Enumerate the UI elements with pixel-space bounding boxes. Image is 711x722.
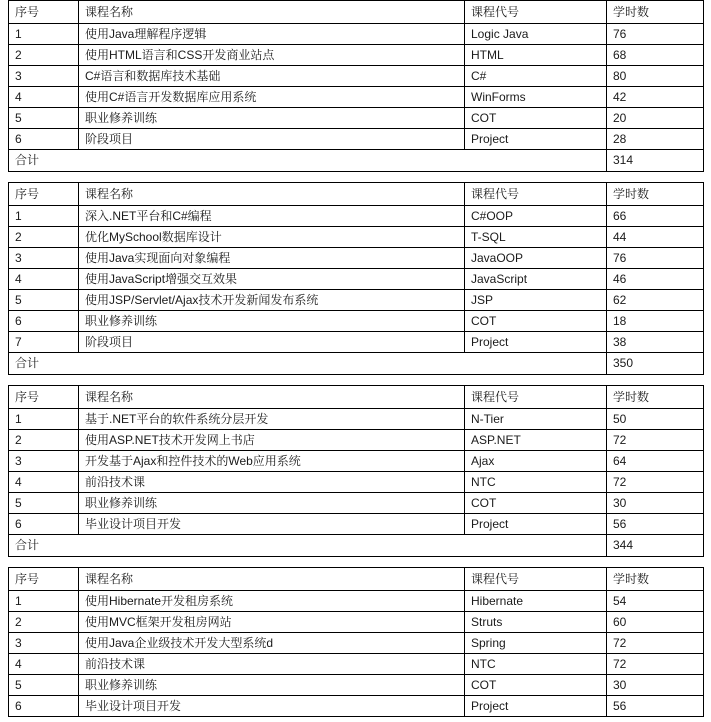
- cell-course-name: 优化MySchool数据库设计: [79, 227, 465, 248]
- cell-no: 2: [9, 45, 79, 66]
- cell-course-code: Struts: [465, 612, 607, 633]
- table-row: [9, 290, 704, 311]
- cell-course-name: 开发基于Ajax和控件技术的Web应用系统: [79, 451, 465, 472]
- cell-course-code: Project: [465, 129, 607, 150]
- cell-hours: 18: [607, 311, 704, 332]
- table-row: [9, 430, 704, 451]
- cell-no: 4: [9, 269, 79, 290]
- cell-no: 4: [9, 472, 79, 493]
- cell-course-code: COT: [465, 311, 607, 332]
- cell-hours: 60: [607, 612, 704, 633]
- cell-no: 7: [9, 332, 79, 353]
- table-total-row: [9, 535, 704, 557]
- cell-course-name: 使用Java实现面向对象编程: [79, 248, 465, 269]
- cell-course-name: 使用Hibernate开发租房系统: [79, 591, 465, 612]
- column-header-hours: 学时数: [607, 1, 704, 24]
- table-row: [9, 675, 704, 696]
- cell-course-name: 使用JavaScript增强交互效果: [79, 269, 465, 290]
- column-header-name: 课程名称: [79, 183, 465, 206]
- cell-no: 3: [9, 451, 79, 472]
- cell-no: 5: [9, 675, 79, 696]
- cell-hours: 72: [607, 430, 704, 451]
- cell-no: 3: [9, 248, 79, 269]
- table-row: [9, 654, 704, 675]
- cell-no: 4: [9, 87, 79, 108]
- total-label: 合计: [9, 150, 607, 172]
- table-row: [9, 66, 704, 87]
- cell-no: 2: [9, 430, 79, 451]
- table-header-row: [9, 1, 704, 24]
- cell-course-code: Project: [465, 514, 607, 535]
- cell-course-name: 职业修养训练: [79, 675, 465, 696]
- cell-course-name: 前沿技术课: [79, 472, 465, 493]
- table-row: [9, 248, 704, 269]
- table-row: [9, 227, 704, 248]
- cell-course-code: N-Tier: [465, 409, 607, 430]
- column-header-hours: 学时数: [607, 183, 704, 206]
- cell-course-code: Project: [465, 696, 607, 717]
- cell-course-code: COT: [465, 108, 607, 129]
- cell-course-name: 使用C#语言开发数据库应用系统: [79, 87, 465, 108]
- cell-no: 1: [9, 591, 79, 612]
- cell-course-name: 阶段项目: [79, 332, 465, 353]
- cell-course-code: ASP.NET: [465, 430, 607, 451]
- cell-course-code: C#OOP: [465, 206, 607, 227]
- cell-course-name: 毕业设计项目开发: [79, 514, 465, 535]
- table-row: [9, 612, 704, 633]
- cell-hours: 30: [607, 493, 704, 514]
- cell-no: 1: [9, 409, 79, 430]
- table-total-row: [9, 150, 704, 172]
- table-row: [9, 591, 704, 612]
- cell-course-name: 使用JSP/Servlet/Ajax技术开发新闻发布系统: [79, 290, 465, 311]
- course-table-semester-3: [8, 385, 704, 557]
- total-hours-value: 314: [607, 150, 704, 172]
- cell-course-code: COT: [465, 493, 607, 514]
- cell-course-name: 使用HTML语言和CSS开发商业站点: [79, 45, 465, 66]
- course-table-semester-4: [8, 567, 704, 717]
- cell-course-name: 职业修养训练: [79, 311, 465, 332]
- cell-course-name: 使用MVC框架开发租房网站: [79, 612, 465, 633]
- cell-hours: 30: [607, 675, 704, 696]
- cell-hours: 62: [607, 290, 704, 311]
- column-header-code: 课程代号: [465, 568, 607, 591]
- cell-hours: 28: [607, 129, 704, 150]
- column-header-hours: 学时数: [607, 568, 704, 591]
- cell-course-code: HTML: [465, 45, 607, 66]
- cell-course-name: 阶段项目: [79, 129, 465, 150]
- table-row: [9, 696, 704, 717]
- total-label: 合计: [9, 535, 607, 557]
- table-row: [9, 311, 704, 332]
- cell-course-code: WinForms: [465, 87, 607, 108]
- cell-course-name: 毕业设计项目开发: [79, 696, 465, 717]
- cell-course-name: 职业修养训练: [79, 493, 465, 514]
- column-header-no: 序号: [9, 386, 79, 409]
- cell-hours: 50: [607, 409, 704, 430]
- cell-no: 6: [9, 311, 79, 332]
- cell-course-name: 使用Java企业级技术开发大型系统d: [79, 633, 465, 654]
- course-table-semester-2: [8, 182, 704, 375]
- column-header-hours: 学时数: [607, 386, 704, 409]
- table-row: [9, 24, 704, 45]
- table-row: [9, 493, 704, 514]
- cell-course-code: NTC: [465, 654, 607, 675]
- total-hours-value: 344: [607, 535, 704, 557]
- cell-hours: 72: [607, 472, 704, 493]
- cell-hours: 56: [607, 514, 704, 535]
- column-header-name: 课程名称: [79, 568, 465, 591]
- cell-no: 5: [9, 493, 79, 514]
- cell-hours: 66: [607, 206, 704, 227]
- cell-hours: 80: [607, 66, 704, 87]
- table-row: [9, 332, 704, 353]
- table-row: [9, 269, 704, 290]
- cell-course-code: T-SQL: [465, 227, 607, 248]
- total-label: 合计: [9, 353, 607, 375]
- cell-course-name: 使用ASP.NET技术开发网上书店: [79, 430, 465, 451]
- course-table-semester-1: [8, 0, 704, 172]
- cell-course-code: Spring: [465, 633, 607, 654]
- column-header-no: 序号: [9, 1, 79, 24]
- cell-course-code: JavaScript: [465, 269, 607, 290]
- table-row: [9, 514, 704, 535]
- cell-course-code: Logic Java: [465, 24, 607, 45]
- cell-course-name: 使用Java理解程序逻辑: [79, 24, 465, 45]
- cell-hours: 72: [607, 633, 704, 654]
- column-header-name: 课程名称: [79, 1, 465, 24]
- cell-hours: 72: [607, 654, 704, 675]
- cell-course-code: NTC: [465, 472, 607, 493]
- column-header-code: 课程代号: [465, 1, 607, 24]
- cell-course-code: JSP: [465, 290, 607, 311]
- table-row: [9, 45, 704, 66]
- cell-no: 1: [9, 206, 79, 227]
- column-header-no: 序号: [9, 183, 79, 206]
- table-row: [9, 206, 704, 227]
- column-header-code: 课程代号: [465, 386, 607, 409]
- cell-course-name: 深入.NET平台和C#编程: [79, 206, 465, 227]
- cell-no: 2: [9, 612, 79, 633]
- cell-no: 6: [9, 696, 79, 717]
- cell-course-code: C#: [465, 66, 607, 87]
- cell-no: 5: [9, 108, 79, 129]
- table-total-row: [9, 353, 704, 375]
- column-header-name: 课程名称: [79, 386, 465, 409]
- cell-course-name: C#语言和数据库技术基础: [79, 66, 465, 87]
- cell-no: 1: [9, 24, 79, 45]
- table-row: [9, 409, 704, 430]
- cell-hours: 38: [607, 332, 704, 353]
- column-header-no: 序号: [9, 568, 79, 591]
- cell-course-code: JavaOOP: [465, 248, 607, 269]
- cell-hours: 76: [607, 24, 704, 45]
- cell-hours: 42: [607, 87, 704, 108]
- table-row: [9, 87, 704, 108]
- table-row: [9, 633, 704, 654]
- cell-hours: 54: [607, 591, 704, 612]
- column-header-code: 课程代号: [465, 183, 607, 206]
- table-row: [9, 129, 704, 150]
- total-hours-value: 350: [607, 353, 704, 375]
- cell-hours: 20: [607, 108, 704, 129]
- cell-hours: 44: [607, 227, 704, 248]
- table-row: [9, 108, 704, 129]
- table-header-row: [9, 183, 704, 206]
- cell-course-code: Hibernate: [465, 591, 607, 612]
- cell-no: 3: [9, 633, 79, 654]
- cell-hours: 46: [607, 269, 704, 290]
- cell-hours: 56: [607, 696, 704, 717]
- cell-course-code: COT: [465, 675, 607, 696]
- table-header-row: [9, 386, 704, 409]
- cell-course-name: 前沿技术课: [79, 654, 465, 675]
- cell-course-name: 职业修养训练: [79, 108, 465, 129]
- cell-no: 5: [9, 290, 79, 311]
- cell-course-name: 基于.NET平台的软件系统分层开发: [79, 409, 465, 430]
- cell-hours: 76: [607, 248, 704, 269]
- table-row: [9, 451, 704, 472]
- cell-no: 4: [9, 654, 79, 675]
- cell-course-code: Project: [465, 332, 607, 353]
- table-header-row: [9, 568, 704, 591]
- cell-no: 2: [9, 227, 79, 248]
- cell-no: 6: [9, 514, 79, 535]
- cell-hours: 64: [607, 451, 704, 472]
- cell-no: 3: [9, 66, 79, 87]
- cell-no: 6: [9, 129, 79, 150]
- cell-hours: 68: [607, 45, 704, 66]
- cell-course-code: Ajax: [465, 451, 607, 472]
- table-row: [9, 472, 704, 493]
